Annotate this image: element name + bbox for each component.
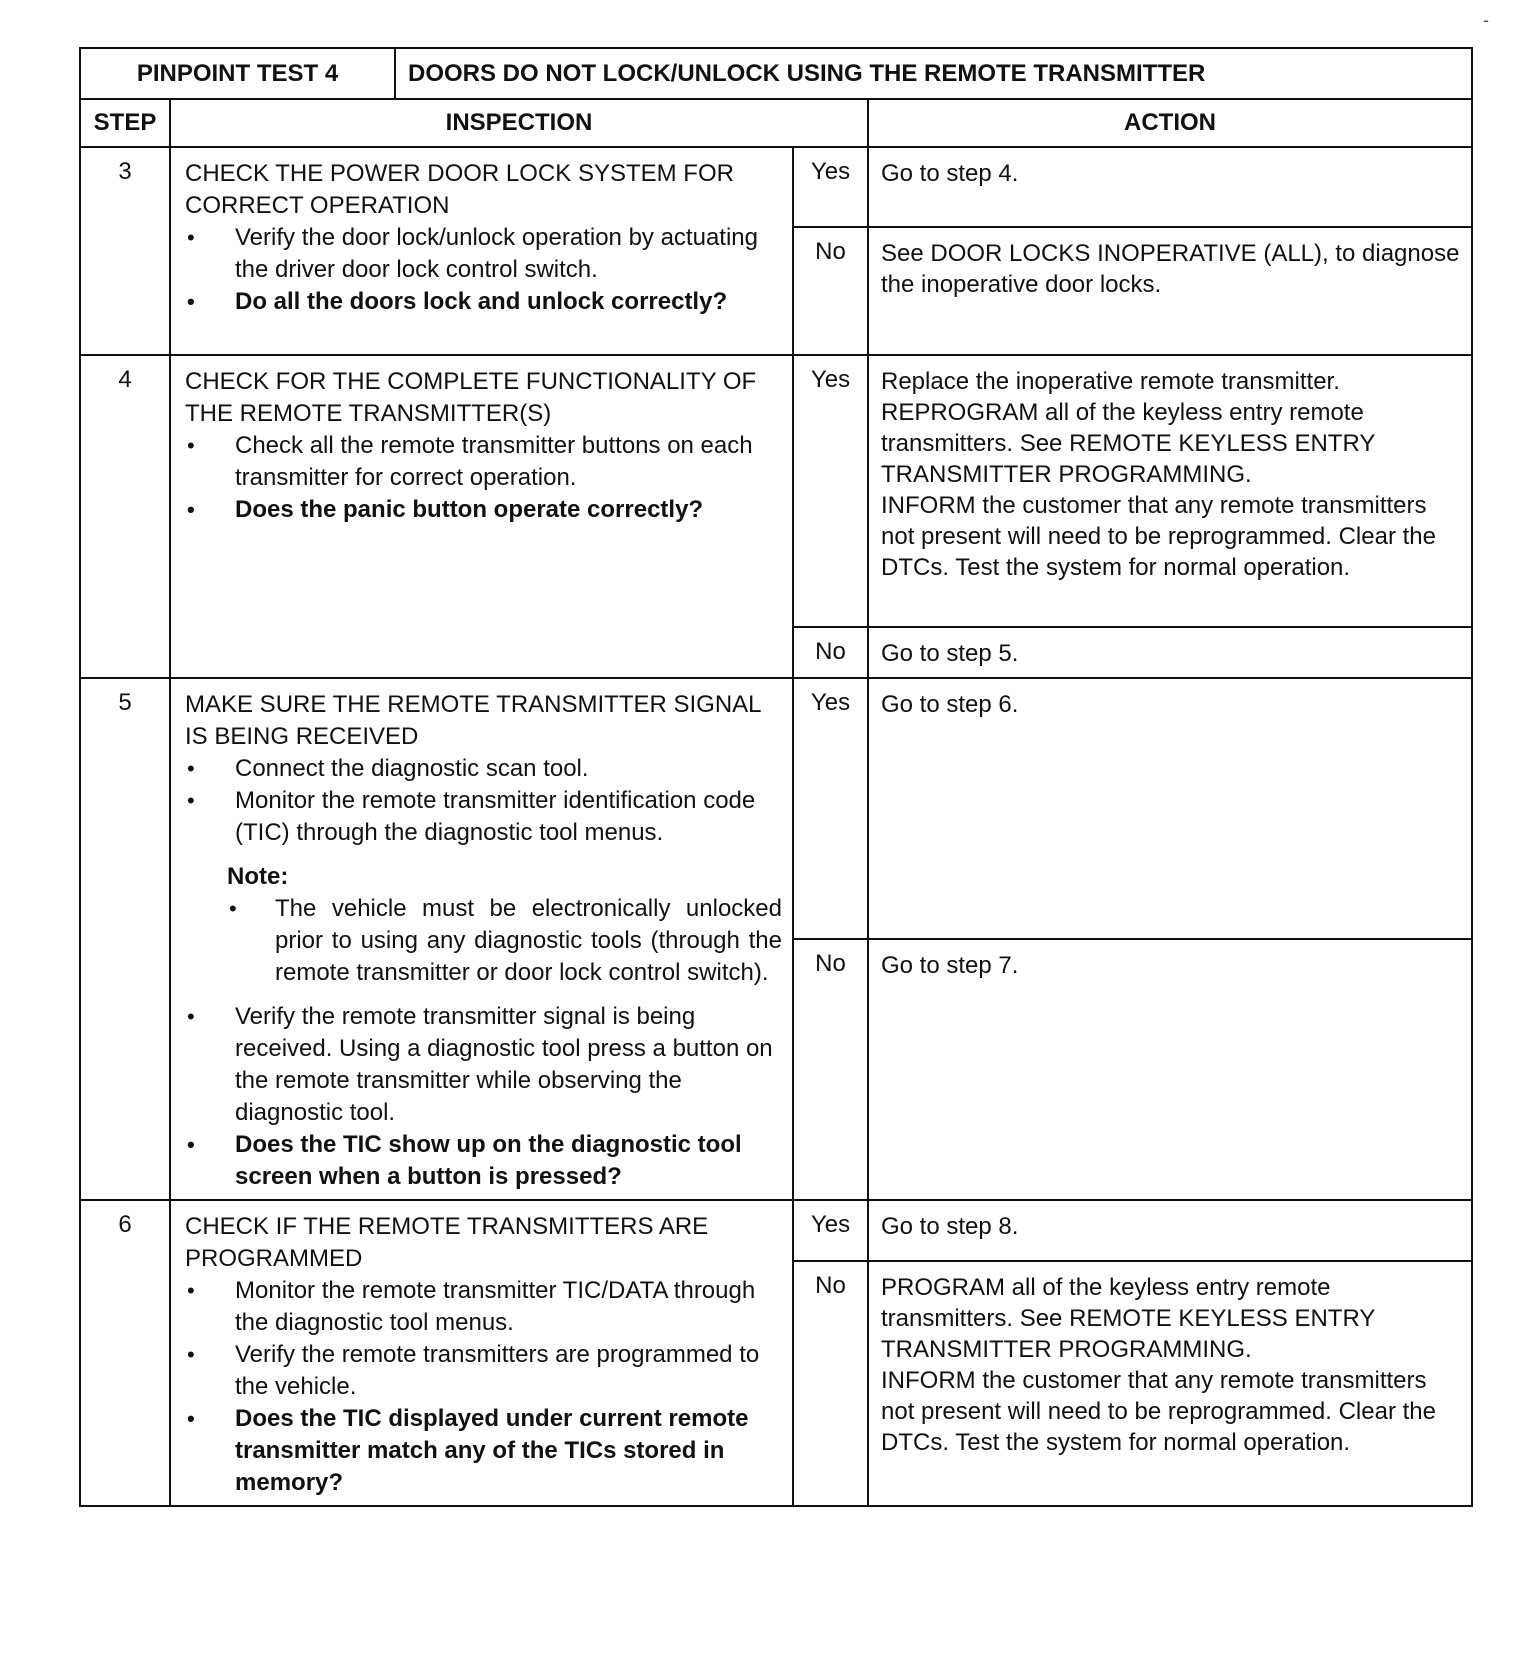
inspection-bullet: • Monitor the remote transmitter identification code (TIC) through the diagnostic tool menus. (185, 785, 782, 849)
yes-action (868, 355, 1472, 627)
inspection-question: • Does the TIC show up on the diagnostic tool screen when a button is pressed? (185, 1129, 782, 1193)
inspection-cell (170, 147, 793, 355)
note-text: • The vehicle must be electronically unlocked prior to using any diagnostic tools (through the remote transmitter or door lock control switch). (227, 893, 782, 989)
step-number: 4 (80, 355, 170, 678)
test-number: PINPOINT TEST 4 (80, 48, 395, 99)
no-label: No (793, 1261, 868, 1506)
yes-action-part-2: INFORM the customer that any remote transmitters not present will need to be reprogrammed. Clear the DTCs. Test the system for normal operation. (881, 492, 1436, 581)
header-action: ACTION (868, 99, 1472, 147)
yes-action: Go to step 8. (868, 1200, 1472, 1261)
yes-label: Yes (793, 147, 868, 227)
inspection-cell (170, 678, 793, 1200)
inspection-cell (170, 1200, 793, 1506)
yes-label: Yes (793, 1200, 868, 1261)
no-action: See DOOR LOCKS INOPERATIVE (ALL), to diagnose the inoperative door locks. (868, 227, 1472, 355)
inspection-heading: CHECK IF THE REMOTE TRANSMITTERS ARE PROGRAMMED (185, 1213, 709, 1272)
no-action (868, 1261, 1472, 1506)
step-6-yes-row (80, 1200, 1472, 1261)
yes-action: Go to step 4. (868, 147, 1472, 227)
inspection-bullet: • Verify the remote transmitter signal is being received. Using a diagnostic tool press a button on the remote transmitter while observing the diagnostic tool. (185, 1001, 782, 1129)
pinpoint-test-table (79, 47, 1471, 1507)
no-action: Go to step 5. (868, 627, 1472, 678)
inspection-heading: CHECK THE POWER DOOR LOCK SYSTEM FOR CORRECT OPERATION (185, 160, 734, 219)
yes-label: Yes (793, 355, 868, 627)
header-inspection: INSPECTION (170, 99, 868, 147)
inspection-cell (170, 355, 793, 678)
step-4-yes-row (80, 355, 1472, 627)
inspection-question: • Does the panic button operate correctly? (185, 494, 782, 526)
test-title: DOORS DO NOT LOCK/UNLOCK USING THE REMOTE TRANSMITTER (395, 48, 1472, 99)
yes-action: Go to step 6. (868, 678, 1472, 939)
no-label: No (793, 227, 868, 355)
header-step: STEP (80, 99, 170, 147)
yes-label: Yes (793, 678, 868, 939)
inspection-bullet: • Verify the door lock/unlock operation by actuating the driver door lock control switch. (185, 222, 782, 286)
no-action-part-1: PROGRAM all of the keyless entry remote transmitters. See REMOTE KEYLESS ENTRY TRANSMITTER PROGRAMMING. (881, 1273, 1375, 1363)
inspection-question: • Do all the doors lock and unlock correctly? (185, 286, 782, 318)
note-label: Note: (227, 863, 289, 890)
inspection-heading: CHECK FOR THE COMPLETE FUNCTIONALITY OF THE REMOTE TRANSMITTER(S) (185, 368, 757, 427)
no-label: No (793, 939, 868, 1200)
inspection-bullet: • Monitor the remote transmitter TIC/DATA through the diagnostic tool menus. (185, 1275, 782, 1339)
corner-mark: - (1483, 10, 1489, 30)
step-number: 6 (80, 1200, 170, 1506)
yes-action-part-1: Replace the inoperative remote transmitter. REPROGRAM all of the keyless entry remote transmitters. See REMOTE KEYLESS ENTRY TRANSMITTER PROGRAMMING. (881, 368, 1375, 488)
inspection-bullet: • Check all the remote transmitter buttons on each transmitter for correct operation. (185, 430, 782, 494)
no-label: No (793, 627, 868, 678)
step-5-yes-row (80, 678, 1472, 939)
note-block (227, 861, 782, 989)
header-row (80, 99, 1472, 147)
step-number: 5 (80, 678, 170, 1200)
no-action-part-2: INFORM the customer that any remote transmitters not present will need to be reprogrammed. Clear the DTCs. Test the system for normal operation. (881, 1366, 1436, 1456)
title-row (80, 48, 1472, 99)
inspection-bullet: • Connect the diagnostic scan tool. (185, 753, 782, 785)
step-3-yes-row (80, 147, 1472, 227)
inspection-question: • Does the TIC displayed under current remote transmitter match any of the TICs stored in memory? (185, 1403, 782, 1499)
no-action: Go to step 7. (868, 939, 1472, 1200)
inspection-heading: MAKE SURE THE REMOTE TRANSMITTER SIGNAL IS BEING RECEIVED (185, 691, 761, 750)
inspection-bullet: • Verify the remote transmitters are programmed to the vehicle. (185, 1339, 782, 1403)
step-number: 3 (80, 147, 170, 355)
